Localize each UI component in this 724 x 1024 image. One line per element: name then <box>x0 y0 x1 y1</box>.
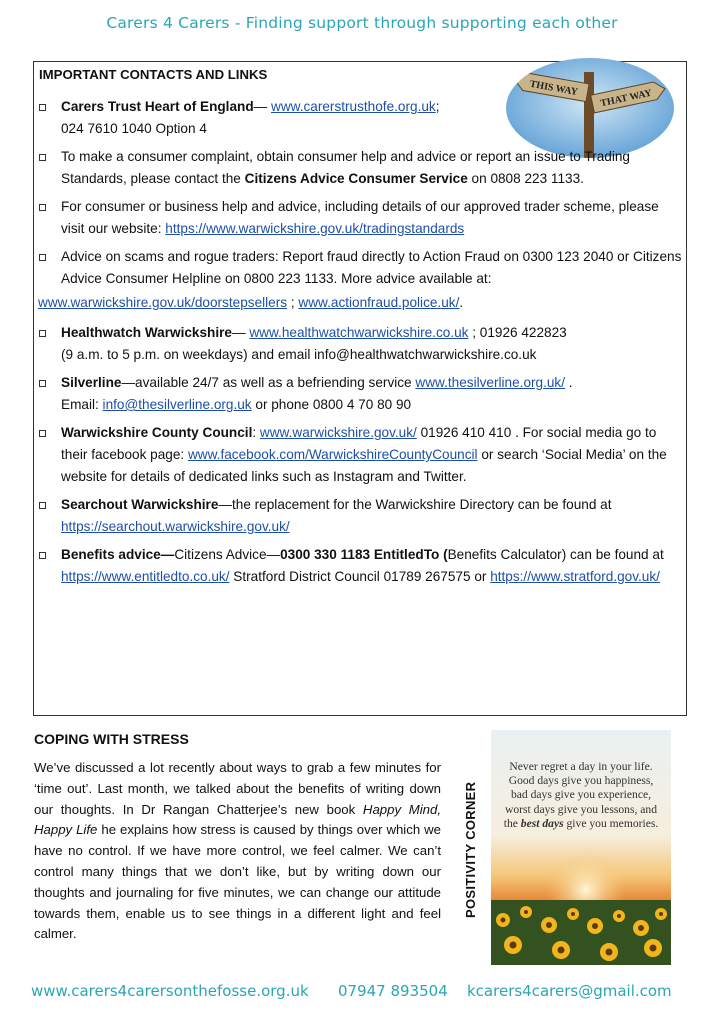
contact-item-benefits <box>34 544 684 588</box>
contact-item-citizens-advice <box>34 146 684 190</box>
checkbox-bullet <box>39 330 46 337</box>
council-link[interactable]: www.warwickshire.gov.uk/ <box>259 425 417 440</box>
quote-emphasis: best days <box>520 816 564 830</box>
contacts-title: IMPORTANT CONTACTS AND LINKS <box>39 67 268 82</box>
contact-item-healthwatch <box>34 322 684 366</box>
footer-email[interactable]: kcarers4carers@gmail.com <box>467 982 672 1000</box>
separator: . <box>565 375 573 390</box>
healthwatch-link[interactable]: www.healthwatchwarwickshire.co.uk <box>249 325 469 340</box>
item-text: 01926 410 410 . For social media go to their facebook page: <box>61 425 657 462</box>
book-title: Happy Mind, Happy Life <box>34 801 441 838</box>
newsletter-tagline: Carers 4 Carers - Finding support through supporting each other <box>106 14 618 32</box>
contact-item-trading-standards <box>34 196 684 240</box>
org-name: Silverline <box>61 375 122 390</box>
footer-phone: 07947 893504 <box>338 982 448 1000</box>
coping-body <box>34 758 441 945</box>
checkbox-bullet <box>39 380 46 387</box>
separator: — <box>253 99 271 114</box>
doorstep-sellers-link[interactable]: www.warwickshire.gov.uk/doorstepsellers <box>38 295 288 310</box>
separator: ; <box>287 295 299 310</box>
footer-website[interactable]: www.carers4carersonthefosse.org.uk <box>31 982 309 1000</box>
item-text: Stratford District Council 01789 267575 or <box>229 569 491 584</box>
org-name: Benefits advice— <box>61 547 175 562</box>
item-text: ; 01926 422823 <box>468 325 567 340</box>
separator: ; <box>435 99 440 114</box>
checkbox-bullet <box>39 204 46 211</box>
searchout-link[interactable]: https://searchout.warwickshire.gov.uk/ <box>61 519 290 534</box>
item-text: Benefits Calculator) can be found at <box>447 547 664 562</box>
separator: : <box>252 425 260 440</box>
item-text: (9 a.m. to 5 p.m. on weekdays) and email info@healthwatchwarwickshire.co.uk <box>61 347 537 362</box>
checkbox-bullet <box>39 104 46 111</box>
item-text: —the replacement for the Warwickshire Directory can be found at <box>218 497 612 512</box>
sign-right-text: THAT WAY <box>599 87 653 110</box>
coping-title: COPING WITH STRESS <box>34 731 189 747</box>
item-text: Advice on scams and rogue traders: Report fraud directly to Action Fraud on 0300 123 2040 or Citizens Advice Consumer Helpline on 0800 223 1133. More advice available at: <box>61 249 682 286</box>
item-text: Citizens Advice— <box>174 547 281 562</box>
scams-links <box>34 292 684 314</box>
quote-text <box>501 760 661 831</box>
quote-part: Never regret a day in your life. Good days give you happiness, bad days give you experience, worst days give you lessons, and the <box>503 760 657 830</box>
item-text: Email: <box>61 397 103 412</box>
quote-part: give you memories. <box>563 816 659 830</box>
item-text: For consumer or business help and advice, including details of our approved trader scheme, please visit our website: <box>61 199 659 236</box>
item-text: or phone 0800 4 70 80 90 <box>251 397 412 412</box>
carers-trust-link[interactable]: www.carerstrusthofe.org.uk <box>271 99 436 114</box>
item-text: —available 24/7 as well as a befriending service <box>121 375 416 390</box>
trading-standards-link[interactable]: https://www.warwickshire.gov.uk/tradingstandards <box>165 221 465 236</box>
contacts-box <box>33 61 687 716</box>
checkbox-bullet <box>39 254 46 261</box>
benefits-phone: 0300 330 1183 EntitledTo ( <box>280 547 448 562</box>
contact-item-scams <box>34 246 684 290</box>
stratford-link[interactable]: https://www.stratford.gov.uk/ <box>490 569 660 584</box>
silverline-link[interactable]: www.thesilverline.org.uk/ <box>415 375 565 390</box>
action-fraud-link[interactable]: www.actionfraud.police.uk/ <box>298 295 460 310</box>
checkbox-bullet <box>39 502 46 509</box>
item-text: or search ‘Social Media’ on the website for details of dedicated links such as Instagram and Twitter. <box>61 447 667 484</box>
item-text: To make a consumer complaint, obtain consumer help and advice or report an issue to Trading Standards, please contact the <box>61 149 630 186</box>
carers-trust-phone: 024 7610 1040 Option 4 <box>61 121 207 136</box>
checkbox-bullet <box>39 154 46 161</box>
entitledto-link[interactable]: https://www.entitledto.co.uk/ <box>61 569 230 584</box>
org-name: Carers Trust Heart of England <box>61 99 254 114</box>
org-name: Warwickshire County Council <box>61 425 253 440</box>
contact-item-silverline <box>34 372 684 416</box>
coping-text: he explains how stress is caused by things over which we have no control. If we have more control, we feel calmer. We can’t control many things that we don’t like, but by writing down our thoughts and journaling for five minutes, we can change our attitude towards them, enable us to see things in a different light and feel calmer. <box>34 822 441 942</box>
checkbox-bullet <box>39 552 46 559</box>
org-name: Citizens Advice Consumer Service <box>244 171 468 186</box>
contact-item-county-council <box>34 422 684 488</box>
positivity-corner-label: POSITIVITY CORNER <box>463 781 478 918</box>
contact-item-carers-trust <box>34 96 684 140</box>
separator: . <box>459 295 464 310</box>
silverline-email-link[interactable]: info@thesilverline.org.uk <box>102 397 252 412</box>
coping-text: We’ve discussed a lot recently about ways to grab a few minutes for ‘time out’. Last month, we talked about the benefits of writing down our thoughts. In Dr Rangan Chatterjee’s new book <box>34 760 441 817</box>
separator: — <box>231 325 250 340</box>
contact-item-searchout <box>34 494 684 538</box>
checkbox-bullet <box>39 430 46 437</box>
org-name: Healthwatch Warwickshire <box>61 325 232 340</box>
quote-poster <box>491 730 671 965</box>
sign-left-text: THIS WAY <box>528 78 579 99</box>
item-text: on 0808 223 1133. <box>467 171 584 186</box>
council-facebook-link[interactable]: www.facebook.com/WarwickshireCountyCouncil <box>187 447 478 462</box>
org-name: Searchout Warwickshire <box>61 497 219 512</box>
